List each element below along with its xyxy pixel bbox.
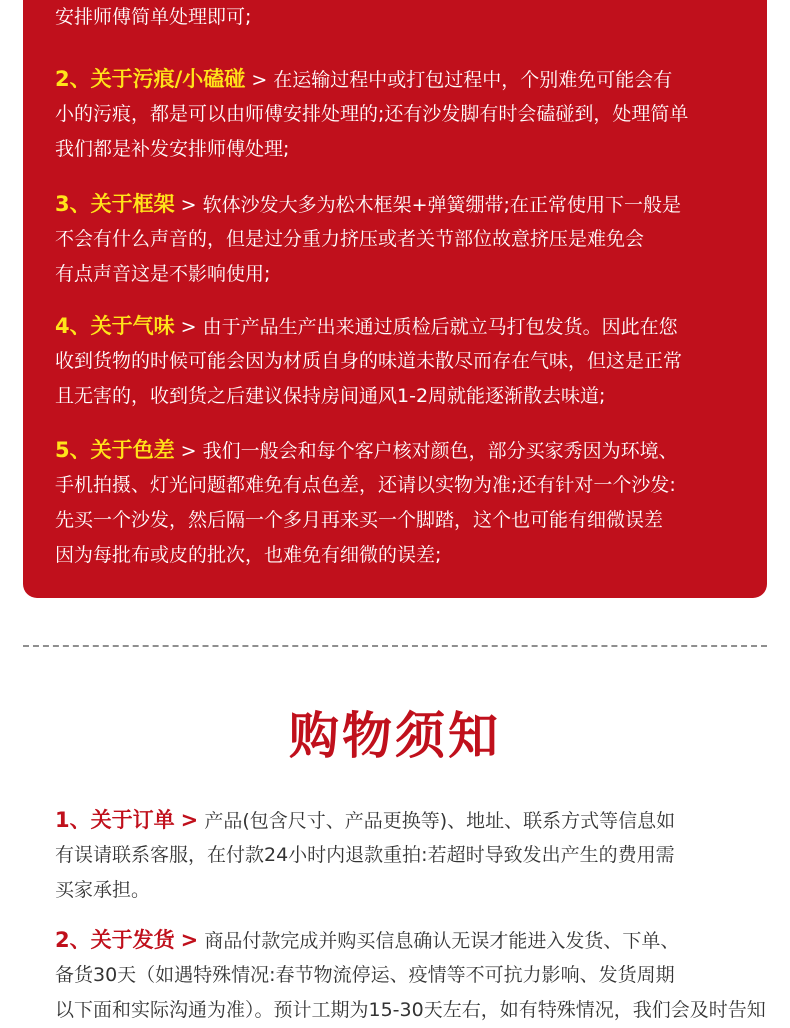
shopping-item-2 bbox=[55, 923, 766, 1028]
item-line: 收到货物的时候可能会因为材质自身的味道未散尽而存在气味，但这是正常 bbox=[55, 350, 683, 372]
item-line: 安排师傅简单处理即可; bbox=[55, 6, 252, 28]
item-line: 有点声音这是不影响使用; bbox=[55, 263, 271, 285]
item-line: 因为每批布或皮的批次，也难免有细微的误差; bbox=[55, 544, 442, 566]
item-heading: 5、关于色差 bbox=[55, 438, 175, 462]
item-line: 有误请联系客服，在付款24小时内退款重拍:若超时导致发出产生的费用需 bbox=[55, 844, 675, 866]
item-line: 我们都是补发安排师傅处理; bbox=[55, 138, 290, 160]
item-line: 5、关于色差 > 我们一般会和每个客户核对颜色，部分买家秀因为环境、 bbox=[55, 438, 678, 462]
after-sales-panel bbox=[23, 0, 767, 598]
item-heading: 3、关于框架 bbox=[55, 192, 175, 216]
after-sales-item-3 bbox=[55, 187, 755, 292]
item-heading: 1、关于订单 bbox=[55, 808, 175, 832]
item-line: 先买一个沙发，然后隔一个多月再来买一个脚踏，这个也可能有细微误差 bbox=[55, 509, 664, 531]
after-sales-item-1 bbox=[55, 0, 755, 35]
item-line: 4、关于气味 > 由于产品生产出来通过质检后就立马打包发货。因此在您 bbox=[55, 314, 678, 338]
item-line: 2、关于发货 > 商品付款完成并购买信息确认无误才能进入发货、下单、 bbox=[55, 928, 680, 952]
item-line: 备货30天（如遇特殊情况:春节物流停运、疫情等不可抗力影响、发货周期 bbox=[55, 964, 675, 986]
shopping-item-1 bbox=[55, 803, 755, 908]
item-line: 2、关于污痕/小磕碰 > 在运输过程中或打包过程中，个别难免可能会有 bbox=[55, 67, 673, 91]
after-sales-item-4 bbox=[55, 309, 755, 414]
item-line: 手机拍摄、灯光问题都难免有点色差，还请以实物为准;还有针对一个沙发: bbox=[55, 474, 676, 496]
item-line: 1、关于订单 > 产品(包含尺寸、产品更换等)、地址、联系方式等信息如 bbox=[55, 808, 676, 832]
item-line: 3、关于框架 > 软体沙发大多为松木框架+弹簧绷带;在正常使用下一般是 bbox=[55, 192, 681, 216]
item-heading: 2、关于发货 bbox=[55, 928, 175, 952]
item-line: 以下面和实际沟通为准）。预计工期为15-30天左右，如有特殊情况，我们会及时告知 bbox=[55, 999, 766, 1021]
after-sales-item-2 bbox=[55, 62, 755, 167]
item-heading: 2、关于污痕/小磕碰 bbox=[55, 67, 246, 91]
dashed-divider bbox=[23, 645, 767, 647]
item-line: 买家承担。 bbox=[55, 879, 151, 901]
item-line: 小的污痕，都是可以由师傅安排处理的;还有沙发脚有时会磕碰到，处理简单 bbox=[55, 103, 689, 125]
item-line: 不会有什么声音的，但是过分重力挤压或者关节部位故意挤压是难免会 bbox=[55, 228, 645, 250]
after-sales-item-5 bbox=[55, 433, 755, 573]
item-heading: 4、关于气味 bbox=[55, 314, 175, 338]
shopping-notice-title: 购物须知 bbox=[289, 707, 501, 765]
item-line: 且无害的，收到货之后建议保持房间通风1-2周就能逐渐散去味道; bbox=[55, 385, 606, 407]
